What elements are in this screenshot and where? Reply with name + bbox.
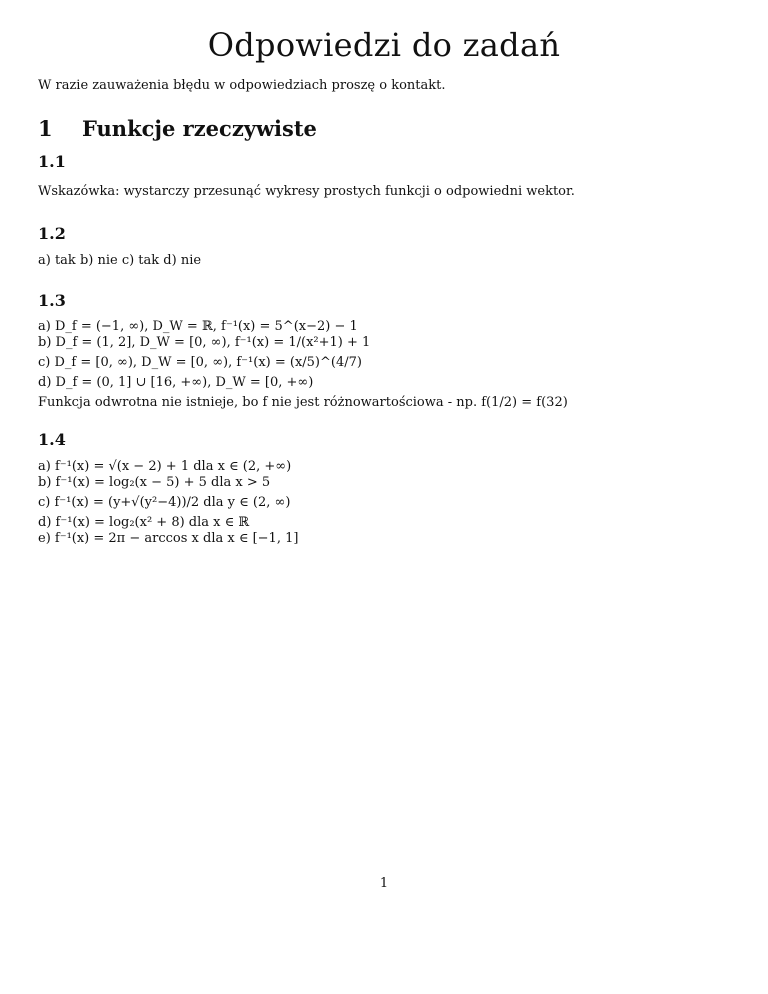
answer-1-3-note: Funkcja odwrotna nie istnieje, bo f nie jest różnowartościowa - np. f(1/2) = f(32) [38,395,568,410]
answer-1-3-c: c) D_f = [0, ∞), D_W = [0, ∞), f⁻¹(x) = (x/5)^(4/7) [38,355,362,370]
answer-1-3-a: a) D_f = (−1, ∞), D_W = ℝ, f⁻¹(x) = 5^(x−2) − 1 [38,319,358,334]
answer-1-4-b: b) f⁻¹(x) = log₂(x − 5) + 5 dla x > 5 [38,475,271,490]
section-title: Funkcje rzeczywiste [82,116,317,141]
document-title: Odpowiedzi do zadań [207,26,561,64]
hint-text: Wskazówka: wystarczy przesunąć wykresy prostych funkcji o odpowiedni wektor. [38,184,575,199]
subsection-heading-1-2: 1.2 [38,224,66,243]
answer-1-4-a: a) f⁻¹(x) = √(x − 2) + 1 dla x ∈ (2, +∞) [38,459,292,474]
answer-1-3-d: d) D_f = (0, 1] ∪ [16, +∞), D_W = [0, +∞) [38,375,314,390]
answers-1-3 [38,319,568,415]
subsection-heading-1-4: 1.4 [38,430,66,449]
page-number: 1 [379,876,389,891]
section-number: 1 [38,116,53,141]
answer-1-4-d: d) f⁻¹(x) = log₂(x² + 8) dla x ∈ ℝ [38,515,250,530]
answers-1-4 [38,459,298,547]
subsection-heading-1-3: 1.3 [38,291,66,310]
intro-text: W razie zauważenia błędu w odpowiedziach proszę o kontakt. [38,78,446,93]
answers-1-2: a) tak b) nie c) tak d) nie [38,253,202,268]
answer-1-4-c: c) f⁻¹(x) = (y+√(y²−4))/2 dla y ∈ (2, ∞) [38,495,291,510]
answer-1-4-e: e) f⁻¹(x) = 2π − arccos x dla x ∈ [−1, 1] [38,531,299,546]
answer-1-3-b: b) D_f = (1, 2], D_W = [0, ∞), f⁻¹(x) = 1/(x²+1) + 1 [38,335,371,350]
section-heading [38,116,317,141]
subsection-heading-1-1: 1.1 [38,152,66,171]
